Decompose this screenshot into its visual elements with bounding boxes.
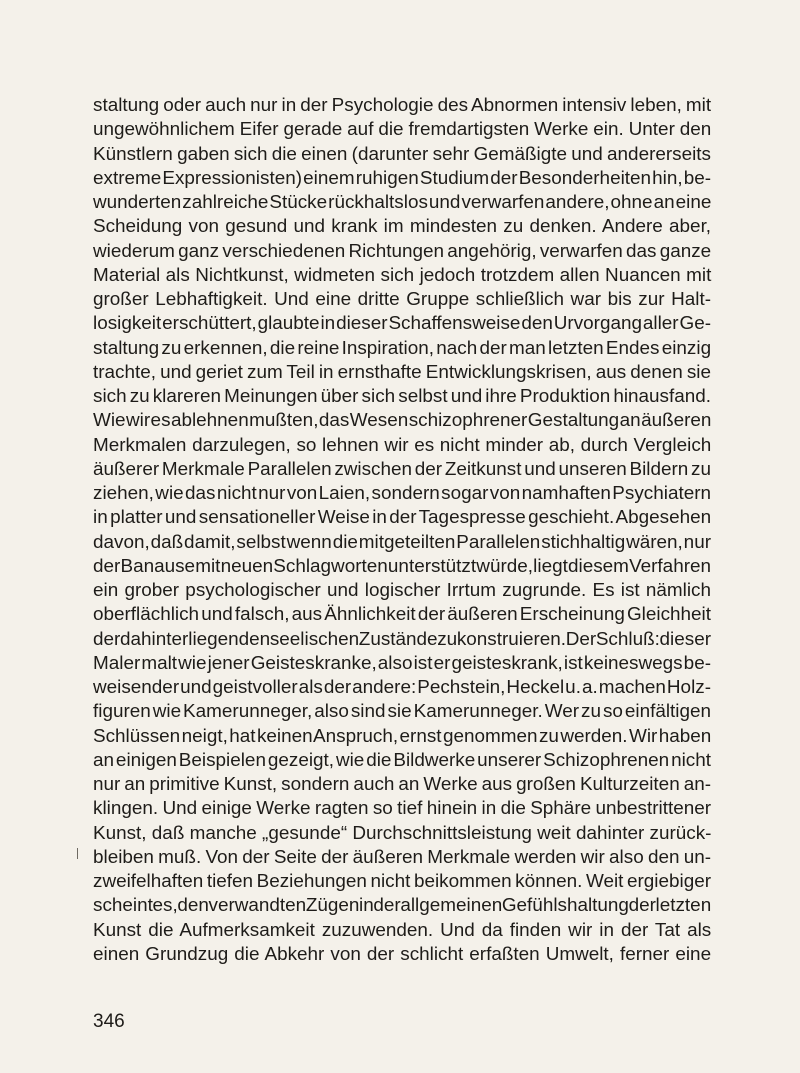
text-line: trachte, und geriet zum Teil in ernsthafte Entwicklungskrisen, aus denen sie: [93, 361, 711, 383]
text-line: bleiben muß. Von der Seite der äußeren Merkmale werden wir also den un-: [93, 846, 712, 868]
text-line: der dahinterliegenden seelischen Zustände zu konstruieren. Der Schluß: dieser: [93, 628, 711, 650]
body-text: [93, 94, 711, 967]
text-line: der Banause mit neuen Schlagworten unterstützt würde, liegt diesem Verfahren: [93, 555, 711, 577]
text-line: zweifelhaften tiefen Beziehungen nicht beikommen können. Weit ergiebiger: [93, 871, 711, 892]
text-line: Wie wir es ablehnen mußten, das Wesen schizophrener Gestaltung an äußeren: [93, 410, 712, 432]
text-line: staltung oder auch nur in der Psychologie des Abnormen intensiv leben, mit: [93, 95, 712, 116]
text-line: scheint es, den verwandten Zügen in der allgemeinen Gefühlshaltung der letzten: [93, 895, 712, 917]
text-line: Maler malt wie jener Geisteskranke, also ist er geisteskrank, ist keineswegs be-: [93, 652, 711, 674]
text-line: Schlüssen neigt, hat keinen Anspruch, ernst genommen zu werden. Wir haben: [93, 725, 712, 747]
text-line: oberflächlich und falsch, aus Ähnlichkeit der äußeren Erscheinung Gleichheit: [93, 604, 711, 626]
text-line: Kunst, daß manche „gesunde“ Durchschnittsleistung weit dahinter zurück-: [93, 822, 712, 844]
text-line: Kunst die Aufmerksamkeit zuzuwenden. Und da finden wir in der Tat als: [93, 919, 712, 941]
text-line: Merkmalen darzulegen, so lehnen wir es nicht minder ab, durch Vergleich: [93, 434, 712, 456]
text-line: Künstlern gaben sich die einen (darunter sehr Gemäßigte und andererseits: [93, 143, 711, 165]
text-line: Scheidung von gesund und krank im mindesten zu denken. Andere aber,: [93, 216, 712, 238]
text-line: wunderten zahlreiche Stücke rückhaltslos und verwarfen andere, ohne an eine: [93, 192, 712, 213]
text-line: in platter und sensationeller Weise in der Tagespresse geschieht. Abgesehen: [93, 507, 712, 529]
text-line: sich zu klareren Meinungen über sich selbst und ihre Produktion hinausfand.: [93, 386, 711, 407]
text-line: äußerer Merkmale Parallelen zwischen der Zeitkunst und unseren Bildern zu: [93, 458, 711, 480]
text-line: weisender und geistvoller als der andere: Pechstein, Heckel u. a. machen Holz-: [93, 677, 711, 698]
text-line: losigkeit erschüttert, glaubte in dieser Schaffensweise den Urvorgang aller Ge-: [93, 313, 711, 335]
text-line: ungewöhnlichem Eifer gerade auf die fremdartigsten Werke ein. Unter den: [93, 119, 712, 141]
text-line: staltung zu erkennen, die reine Inspiration, nach der man letzten Endes einzig: [93, 337, 712, 359]
text-line: extreme Expressionisten) einem ruhigen Studium der Besonderheiten hin, be-: [93, 167, 712, 189]
text-line: nur an primitive Kunst, sondern auch an Werke aus großen Kulturzeiten an-: [93, 774, 711, 795]
margin-mark: [77, 848, 78, 859]
text-line: figuren wie Kamerunneger, also sind sie Kamerunneger. Wer zu so einfältigen: [93, 701, 711, 723]
text-line: an einigen Beispielen gezeigt, wie die Bildwerke unserer Schizophrenen nicht: [93, 749, 711, 771]
text-line: Material als Nichtkunst, widmeten sich jedoch trotzdem allen Nuancen mit: [93, 264, 712, 286]
text-line: einen Grundzug die Abkehr von der schlicht erfaßten Umwelt, ferner eine: [93, 943, 712, 965]
text-line: ein grober psychologischer und logischer Irrtum zugrunde. Es ist nämlich: [93, 580, 711, 601]
page-number: 346: [93, 1011, 125, 1032]
text-line: davon, daß damit, selbst wenn die mitgeteilten Parallelen stichhaltig wären, nur: [93, 531, 711, 553]
text-line: ziehen, wie das nicht nur von Laien, sondern sogar von namhaften Psychiatern: [93, 483, 711, 504]
text-line: wiederum ganz verschiedenen Richtungen angehörig, verwarfen das ganze: [93, 240, 712, 262]
text-line: klingen. Und einige Werke ragten so tief hinein in die Sphäre unbestrittener: [93, 798, 711, 820]
text-line: großer Lebhaftigkeit. Und eine dritte Gruppe schließlich war bis zur Halt-: [93, 289, 711, 310]
